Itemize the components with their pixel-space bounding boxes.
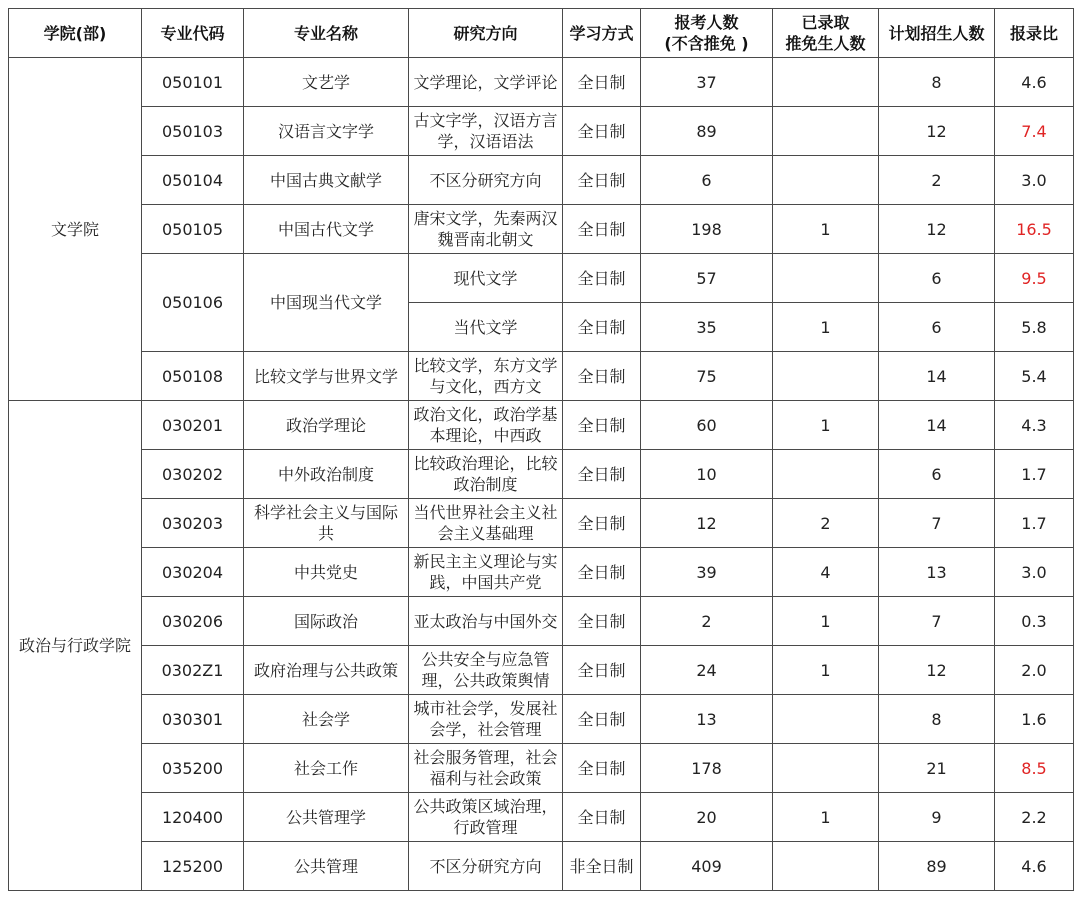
major-cell: 中国现当代文学	[244, 254, 409, 352]
plan-cell: 12	[879, 107, 995, 156]
table-row	[9, 597, 1074, 646]
ratio-cell: 16.5	[995, 205, 1074, 254]
header-recommended	[773, 9, 879, 58]
direction-cell: 比较政治理论，比较政治制度	[409, 450, 563, 499]
recommended-cell	[773, 842, 879, 891]
code-cell: 050101	[142, 58, 244, 107]
applicants-cell: 10	[641, 450, 773, 499]
table-row	[9, 254, 1074, 303]
mode-cell: 全日制	[563, 597, 641, 646]
plan-cell: 89	[879, 842, 995, 891]
major-cell: 中外政治制度	[244, 450, 409, 499]
plan-cell: 6	[879, 303, 995, 352]
recommended-cell	[773, 744, 879, 793]
recommended-cell	[773, 352, 879, 401]
table-row	[9, 352, 1074, 401]
applicants-cell: 24	[641, 646, 773, 695]
header-direction: 研究方向	[409, 9, 563, 58]
direction-cell: 公共政策区域治理，行政管理	[409, 793, 563, 842]
major-cell: 中共党史	[244, 548, 409, 597]
table-row	[9, 401, 1074, 450]
college-cell: 文学院	[9, 58, 142, 401]
code-cell: 050105	[142, 205, 244, 254]
mode-cell: 全日制	[563, 548, 641, 597]
ratio-cell: 3.0	[995, 548, 1074, 597]
code-cell: 030206	[142, 597, 244, 646]
applicants-cell: 57	[641, 254, 773, 303]
header-row	[9, 9, 1074, 58]
mode-cell: 全日制	[563, 646, 641, 695]
ratio-cell: 2.0	[995, 646, 1074, 695]
plan-cell: 21	[879, 744, 995, 793]
recommended-cell	[773, 58, 879, 107]
plan-cell: 9	[879, 793, 995, 842]
table-row	[9, 156, 1074, 205]
direction-cell: 文学理论，文学评论	[409, 58, 563, 107]
code-cell: 050104	[142, 156, 244, 205]
direction-cell: 当代世界社会主义社会主义基础理	[409, 499, 563, 548]
mode-cell: 全日制	[563, 450, 641, 499]
recommended-cell: 1	[773, 646, 879, 695]
header-applicants-line2: (不含推免 )	[664, 34, 749, 53]
major-cell: 中国古典文献学	[244, 156, 409, 205]
plan-cell: 14	[879, 352, 995, 401]
table-row	[9, 695, 1074, 744]
ratio-cell: 4.6	[995, 842, 1074, 891]
code-cell: 125200	[142, 842, 244, 891]
applicants-cell: 13	[641, 695, 773, 744]
table-row	[9, 842, 1074, 891]
applicants-cell: 37	[641, 58, 773, 107]
recommended-cell: 1	[773, 793, 879, 842]
major-cell: 社会工作	[244, 744, 409, 793]
mode-cell: 全日制	[563, 352, 641, 401]
applicants-cell: 6	[641, 156, 773, 205]
header-plan: 计划招生人数	[879, 9, 995, 58]
recommended-cell: 1	[773, 597, 879, 646]
direction-cell: 当代文学	[409, 303, 563, 352]
direction-cell: 现代文学	[409, 254, 563, 303]
header-college: 学院(部)	[9, 9, 142, 58]
code-cell: 030204	[142, 548, 244, 597]
mode-cell: 全日制	[563, 744, 641, 793]
table-row	[9, 646, 1074, 695]
table-row	[9, 793, 1074, 842]
table-body	[9, 58, 1074, 891]
header-applicants-line1: 报考人数	[674, 13, 739, 32]
applicants-cell: 35	[641, 303, 773, 352]
header-ratio: 报录比	[995, 9, 1074, 58]
ratio-cell: 9.5	[995, 254, 1074, 303]
table-row	[9, 107, 1074, 156]
plan-cell: 8	[879, 58, 995, 107]
recommended-cell: 1	[773, 401, 879, 450]
ratio-cell: 8.5	[995, 744, 1074, 793]
mode-cell: 全日制	[563, 58, 641, 107]
code-cell: 120400	[142, 793, 244, 842]
plan-cell: 8	[879, 695, 995, 744]
direction-cell: 新民主主义理论与实践，中国共产党	[409, 548, 563, 597]
major-cell: 国际政治	[244, 597, 409, 646]
ratio-cell: 7.4	[995, 107, 1074, 156]
major-cell: 政府治理与公共政策	[244, 646, 409, 695]
applicants-cell: 20	[641, 793, 773, 842]
applicants-cell: 198	[641, 205, 773, 254]
ratio-cell: 0.3	[995, 597, 1074, 646]
direction-cell: 不区分研究方向	[409, 156, 563, 205]
plan-cell: 12	[879, 646, 995, 695]
code-cell: 035200	[142, 744, 244, 793]
plan-cell: 6	[879, 450, 995, 499]
ratio-cell: 1.7	[995, 499, 1074, 548]
recommended-cell: 4	[773, 548, 879, 597]
ratio-cell: 4.6	[995, 58, 1074, 107]
ratio-cell: 5.4	[995, 352, 1074, 401]
header-recommended-line2: 推免生人数	[785, 34, 866, 53]
header-mode: 学习方式	[563, 9, 641, 58]
applicants-cell: 178	[641, 744, 773, 793]
applicants-cell: 89	[641, 107, 773, 156]
applicants-cell: 2	[641, 597, 773, 646]
direction-cell: 唐宋文学，先秦两汉魏晋南北朝文	[409, 205, 563, 254]
college-cell: 政治与行政学院	[9, 401, 142, 891]
plan-cell: 7	[879, 597, 995, 646]
major-cell: 比较文学与世界文学	[244, 352, 409, 401]
mode-cell: 全日制	[563, 303, 641, 352]
header-major: 专业名称	[244, 9, 409, 58]
table-row	[9, 58, 1074, 107]
major-cell: 社会学	[244, 695, 409, 744]
recommended-cell: 1	[773, 303, 879, 352]
mode-cell: 全日制	[563, 107, 641, 156]
major-cell: 公共管理学	[244, 793, 409, 842]
mode-cell: 全日制	[563, 499, 641, 548]
direction-cell: 城市社会学，发展社会学，社会管理	[409, 695, 563, 744]
plan-cell: 2	[879, 156, 995, 205]
recommended-cell: 1	[773, 205, 879, 254]
plan-cell: 6	[879, 254, 995, 303]
mode-cell: 全日制	[563, 695, 641, 744]
direction-cell: 亚太政治与中国外交	[409, 597, 563, 646]
direction-cell: 政治文化，政治学基本理论，中西政	[409, 401, 563, 450]
plan-cell: 12	[879, 205, 995, 254]
ratio-cell: 2.2	[995, 793, 1074, 842]
table-row	[9, 548, 1074, 597]
code-cell: 030202	[142, 450, 244, 499]
plan-cell: 13	[879, 548, 995, 597]
table-row	[9, 499, 1074, 548]
ratio-cell: 5.8	[995, 303, 1074, 352]
recommended-cell	[773, 156, 879, 205]
ratio-cell: 4.3	[995, 401, 1074, 450]
applicants-cell: 75	[641, 352, 773, 401]
code-cell: 050106	[142, 254, 244, 352]
ratio-cell: 3.0	[995, 156, 1074, 205]
applicants-cell: 60	[641, 401, 773, 450]
mode-cell: 全日制	[563, 156, 641, 205]
applicants-cell: 12	[641, 499, 773, 548]
mode-cell: 全日制	[563, 205, 641, 254]
table-row	[9, 744, 1074, 793]
mode-cell: 全日制	[563, 401, 641, 450]
admission-table	[8, 8, 1074, 891]
table-row	[9, 450, 1074, 499]
recommended-cell	[773, 107, 879, 156]
code-cell: 050108	[142, 352, 244, 401]
recommended-cell	[773, 695, 879, 744]
applicants-cell: 39	[641, 548, 773, 597]
applicants-cell: 409	[641, 842, 773, 891]
header-code: 专业代码	[142, 9, 244, 58]
mode-cell: 全日制	[563, 254, 641, 303]
direction-cell: 社会服务管理，社会福利与社会政策	[409, 744, 563, 793]
code-cell: 030301	[142, 695, 244, 744]
code-cell: 030201	[142, 401, 244, 450]
major-cell: 文艺学	[244, 58, 409, 107]
ratio-cell: 1.6	[995, 695, 1074, 744]
code-cell: 050103	[142, 107, 244, 156]
plan-cell: 14	[879, 401, 995, 450]
major-cell: 公共管理	[244, 842, 409, 891]
code-cell: 030203	[142, 499, 244, 548]
mode-cell: 非全日制	[563, 842, 641, 891]
direction-cell: 古文字学，汉语方言学，汉语语法	[409, 107, 563, 156]
recommended-cell: 2	[773, 499, 879, 548]
major-cell: 科学社会主义与国际共	[244, 499, 409, 548]
header-recommended-line1: 已录取	[801, 13, 850, 32]
table-row	[9, 205, 1074, 254]
major-cell: 政治学理论	[244, 401, 409, 450]
direction-cell: 不区分研究方向	[409, 842, 563, 891]
code-cell: 0302Z1	[142, 646, 244, 695]
direction-cell: 公共安全与应急管理，公共政策舆情	[409, 646, 563, 695]
mode-cell: 全日制	[563, 793, 641, 842]
major-cell: 中国古代文学	[244, 205, 409, 254]
major-cell: 汉语言文字学	[244, 107, 409, 156]
ratio-cell: 1.7	[995, 450, 1074, 499]
recommended-cell	[773, 450, 879, 499]
direction-cell: 比较文学，东方文学与文化，西方文	[409, 352, 563, 401]
recommended-cell	[773, 254, 879, 303]
header-applicants	[641, 9, 773, 58]
plan-cell: 7	[879, 499, 995, 548]
